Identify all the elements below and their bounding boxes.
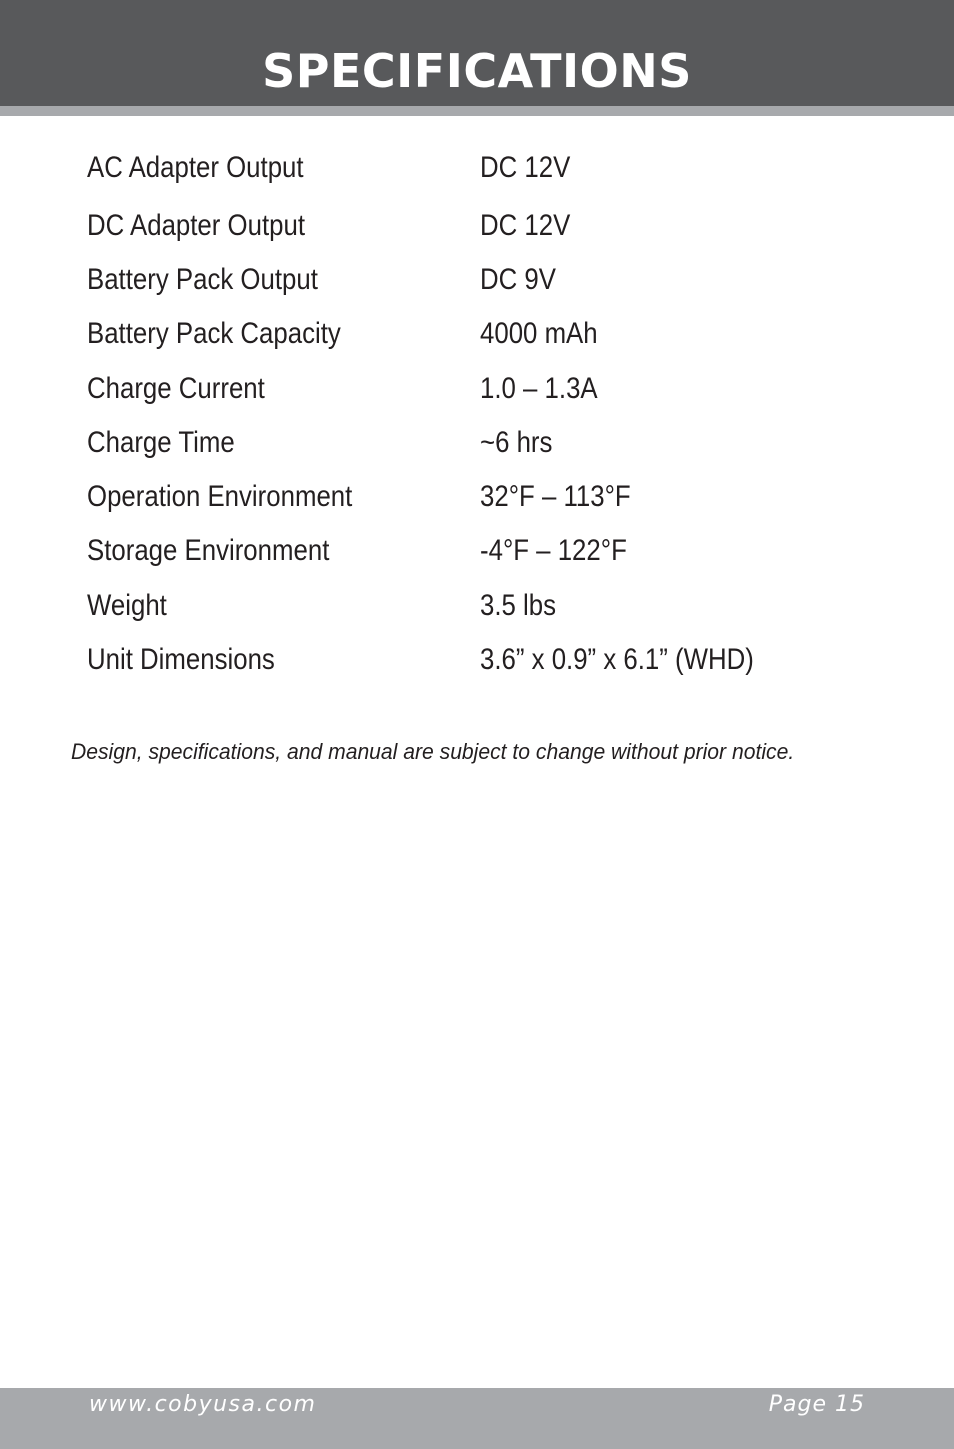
spec-value: -4°F – 122°F bbox=[480, 534, 627, 567]
spec-value: 3.5 lbs bbox=[480, 589, 557, 622]
spec-value: ~6 hrs bbox=[480, 426, 553, 459]
page-number: Page 15 bbox=[768, 1392, 865, 1417]
spec-value: 32°F – 113°F bbox=[480, 480, 631, 513]
spec-value: DC 9V bbox=[480, 263, 556, 296]
spec-label: Operation Environment bbox=[87, 480, 353, 513]
spec-label: Charge Time bbox=[87, 426, 235, 459]
spec-row bbox=[0, 314, 954, 354]
spec-label: Battery Pack Capacity bbox=[87, 317, 341, 350]
spec-row bbox=[0, 531, 954, 571]
spec-row bbox=[0, 206, 954, 246]
spec-row bbox=[0, 477, 954, 517]
spec-value: 4000 mAh bbox=[480, 317, 598, 350]
spec-row bbox=[0, 640, 954, 680]
spec-label: AC Adapter Output bbox=[87, 151, 304, 184]
header-divider bbox=[0, 106, 954, 116]
spec-label: Battery Pack Output bbox=[87, 263, 318, 296]
spec-label: Weight bbox=[87, 589, 167, 622]
header-bar bbox=[0, 0, 954, 106]
spec-label: DC Adapter Output bbox=[87, 209, 305, 242]
spec-row bbox=[0, 586, 954, 626]
page-title: SPECIFICATIONS bbox=[262, 44, 692, 98]
spec-label: Storage Environment bbox=[87, 534, 330, 567]
spec-value: DC 12V bbox=[480, 209, 571, 242]
spec-row bbox=[0, 260, 954, 300]
spec-row bbox=[0, 369, 954, 409]
disclaimer-notice: Design, specifications, and manual are subject to change without prior notice. bbox=[71, 739, 795, 764]
spec-label: Charge Current bbox=[87, 372, 265, 405]
spec-label: Unit Dimensions bbox=[87, 643, 275, 676]
spec-value: DC 12V bbox=[480, 151, 571, 184]
spec-value: 3.6” x 0.9” x 6.1” (WHD) bbox=[480, 643, 754, 676]
spec-row bbox=[0, 148, 954, 188]
footer-website-link[interactable]: www.cobyusa.com bbox=[89, 1392, 317, 1417]
spec-row bbox=[0, 423, 954, 463]
spec-value: 1.0 – 1.3A bbox=[480, 372, 598, 405]
